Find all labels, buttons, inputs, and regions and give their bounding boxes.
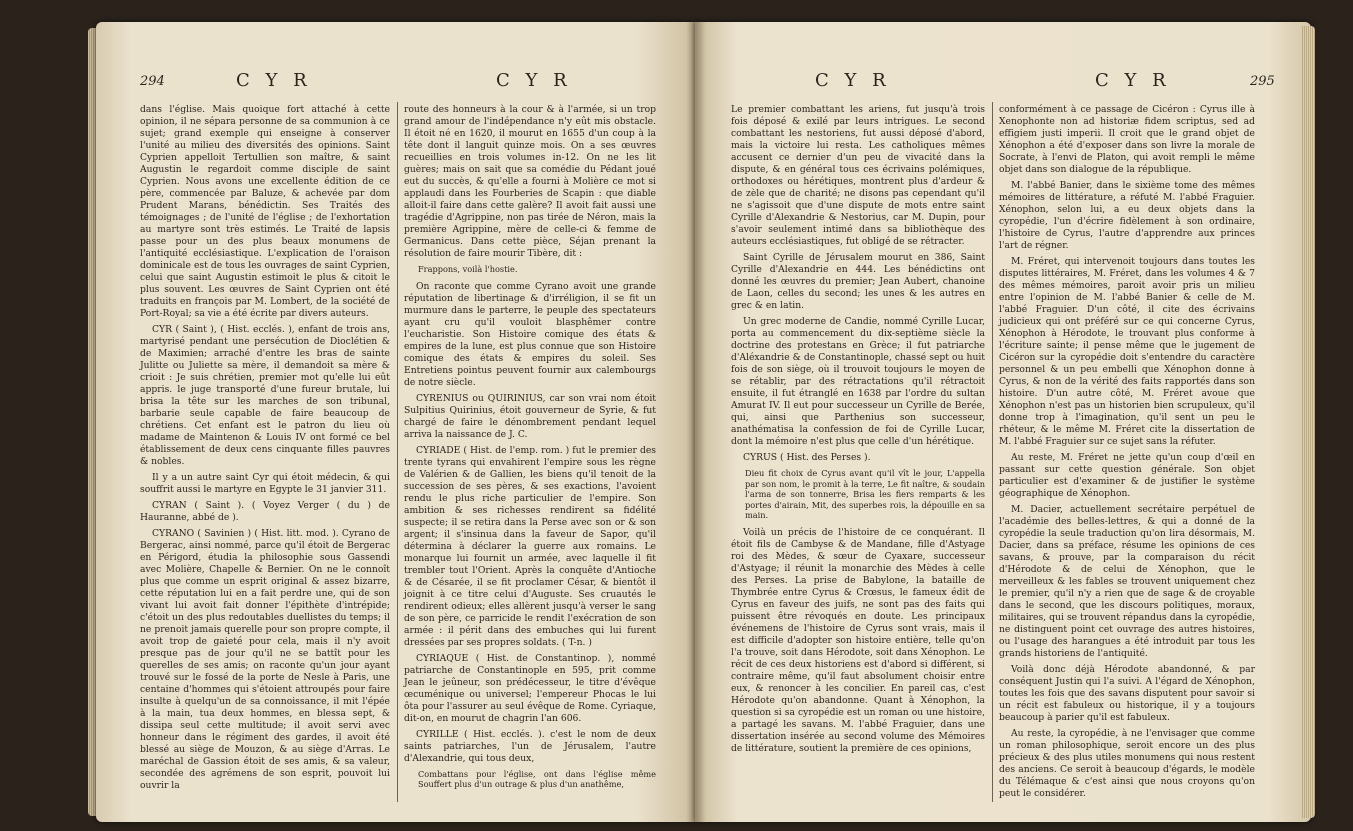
paragraph: CYRILLE ( Hist. ecclés. ). c'est le nom de deux saints patriarches, l'un de Jérusalem, l'autre d'Alexandrie, qui tous deux, <box>404 728 656 764</box>
running-header-left-a: C Y R <box>236 70 312 91</box>
paragraph: dans l'église. Mais quoique fort attaché à cette opinion, il ne sépara personne de sa communion à ce sujet; grand exemple qui enseigne à conserver l'unité au milieu des diversités des opinions. Saint Cyprien appelloit Tertullien son maître, & saint Augustin le regardoit comme disciple de saint Cyprien. Nous avons une excellente édition de ce père, commencée par Baluze, & achevée par dom Prudent Marans, bénédictin. Ses Traités des témoignages ; de l'unité de l'église ; de l'exhortation au martyre sont très estimés. Le Traité de lapsis passe pour un des plus beaux monumens de l'antiquité ecclésiastique. L'explication de l'oraison dominicale est de tous les ouvrages de saint Cyprien, celui que saint Augustin estimoit le plus & citoit le plus souvent. Les œuvres de Saint Cyprien ont été traduits en françois par M. Lombert, de la société de Port-Royal; sa vie a été écrite par divers auteurs. <box>140 104 390 319</box>
paragraph: Au reste, la cyropédie, à ne l'envisager que comme un roman philosophique, seroit encore un des plus précieux & des plus utiles monumens qui nous restent des anciens. Ce seroit à beaucoup d'égards, le modèle du Télémaque & c'est ainsi que nous croyons qu'on peut le considérer. <box>999 728 1255 799</box>
paragraph: Voilà donc déjà Hérodote abandonné, & par conséquent Justin qui l'a suivi. A l'égard de Xénophon, toutes les fois que des savans disputent pour savoir si un récit est fabuleux ou historique, il y a toujours beaucoup à parier qu'il est fabuleux. <box>999 664 1255 723</box>
left-page-column-2 <box>404 100 656 796</box>
book-fore-edge-right <box>1301 26 1315 818</box>
right-page-column-1 <box>731 100 985 759</box>
paragraph: On raconte que comme Cyrano avoit une grande réputation de libertinage & d'irréligion, il se fit un murmure dans le parterre, le peuple des spectateurs ayant cru qu'il vouloit blasphêmer contre l'eucharistie. Son Histoire comique des états & empires de la lune, est plus connue que son Histoire comique des états & empires du soleil. Ses Entretiens pointus peuvent fournir aux calembourgs de notre siècle. <box>404 280 656 388</box>
paragraph: M. Fréret, qui intervenoit toujours dans toutes les disputes littéraires, M. Fréret, dans les volumes 4 & 7 des mêmes mémoires, paroit avoir pris un milieu entre l'opinion de M. l'abbé Banier & celle de M. l'abbé Fraguier. D'un côté, il cite des écrivains judicieux qui ont préféré sur ce qui concerne Cyrus, Xénophon à Hérodote, le trouvant plus conforme à l'écriture sainte; il pense même que le jugement de Cicéron sur la cyropédie doit s'entendre du caractère personnel & un peu embelli que Xénophon donne à Cyrus, & non de la vérité des faits rapportés dans son histoire. D'un autre côté, M. Fréret avoue que Xénophon n'est pas un historien bien scrupuleux, qu'il donne trop à l'imagination, qu'il sent un peu le rhéteur, & le même M. Fréret cite la dissertation de M. l'abbé Fraguier sur ce sujet sans la réfuter. <box>999 256 1255 447</box>
paragraph: Il y a un autre saint Cyr qui étoit médecin, & qui souffrit aussi le martyre en Egypte le 31 janvier 311. <box>140 472 390 495</box>
verse-line: Combattans pour l'église, ont dans l'église même Souffert plus d'un outrage & plus d'un anathême, <box>418 768 656 789</box>
open-book <box>96 22 1311 822</box>
verse-line: Frappons, voilà l'hostie. <box>418 264 518 274</box>
paragraph: Voilà un précis de l'histoire de ce conquérant. Il étoit fils de Cambyse & de Mandane, fille d'Astyage roi des Mèdes, & sœur de Cyaxare, successeur d'Astyage; il réunit la monarchie des Mèdes à celle des Perses. La prise de Babylone, la bataille de Thymbrée entre Cyrus & Crœsus, le fameux édit de Cyrus en faveur des juifs, ne sont pas des faits qui puissent être révoqués en doute. Les principaux événemens de l'histoire de Cyrus sont vrais, mais il est difficile d'adopter son histoire entière, telle qu'on l'a trouve, soit dans Hérodote, soit dans Xénophon. Le récit de ces deux historiens est d'abord si différent, si contraire même, qu'il faut absolument choisir entre eux, & renoncer à les concilier. En pareil cas, c'est Hérodote qu'on abandonne. Quant à Xénophon, la question si sa cyropédie est un roman ou une histoire, a partagé les savans. M. l'abbé Fraguier, dans une dissertation insérée au second volume des Mémoires de littérature, soutient la première de ces opinions, <box>731 526 985 754</box>
verse-block: Dieu fit choix de Cyrus avant qu'il vît le jour, L'appella par son nom, le promit à la terre, Le fit naître, & soudain l'arma de son tonnerre, Brisa les fiers remparts & les portes d'airain, Mit, des superbes rois, la dépouille en sa main. <box>745 468 985 520</box>
running-header-right-b: C Y R <box>1095 70 1171 91</box>
left-page-column-1 <box>140 100 390 796</box>
paragraph: Au reste, M. Fréret ne jette qu'un coup d'œil en passant sur cette question générale. Son objet particulier est d'examiner & de justifier le système géographique de Xénophon. <box>999 452 1255 499</box>
column-divider <box>397 102 398 802</box>
paragraph: M. l'abbé Banier, dans le sixième tome des mêmes mémoires de littérature, a réfuté M. l'abbé Fraguier. Xénophon, selon lui, a eu deux objets dans la cyropédie, l'un d'écrire fidèlement à son ordinaire, l'histoire de Cyrus, l'autre d'apprendre aux princes l'art de régner. <box>999 180 1255 251</box>
paragraph: CYRIAQUE ( Hist. de Constantinop. ), nommé patriarche de Constantinople en 595, prit comme Jean le jeûneur, son prédécesseur, le titre d'évêque œcuménique ou universel; l'empereur Phocas le lui ôta pour l'assurer au seul évêque de Rome. Cyriaque, dit-on, en mourut de chagrin l'an 606. <box>404 652 656 724</box>
paragraph: CYR ( Saint ), ( Hist. ecclés. ), enfant de trois ans, martyrisé pendant une persécution de Dioclétien & de Maximien; arraché d'entre les bras de sainte Julitte ou Juliette sa mère, il demandoit sa mère & crioit : Je suis chrétien, premier mot qu'elle lui eût appris. le juge transporté d'une fureur brutale, lui brisa la tête sur les marches de son tribunal, barbarie seule capable de faire beaucoup de chrétiens. Cet enfant est le patron du lieu où madame de Maintenon & Louis IV ont formé ce bel établissement de deux cens cinquante filles pauvres & nobles. <box>140 324 390 467</box>
right-page <box>695 22 1311 822</box>
running-header-left-b: C Y R <box>496 70 572 91</box>
paragraph: conformément à ce passage de Cicéron : Cyrus ille à Xenophonte non ad historiæ fidem scriptus, sed ad effigiem justi imperii. Il croit que le grand objet de Xénophon a été d'exposer dans son livre la morale de Socrate, à l'envi de Platon, qui avoit rempli le même objet dans son dialogue de la république. <box>999 104 1255 175</box>
column-divider <box>992 102 993 802</box>
paragraph: Saint Cyrille de Jérusalem mourut en 386, Saint Cyrille d'Alexandrie en 444. Les bénédictins ont donné les œuvres du premier; Jean Aubert, chanoine de Laon, celles du second; les unes & les autres en grec & en latin. <box>731 252 985 311</box>
paragraph: CYRAN ( Saint ). ( Voyez Verger ( du ) de Hauranne, abbé de ). <box>140 500 390 523</box>
right-page-column-2 <box>999 100 1255 804</box>
left-page <box>96 22 695 822</box>
paragraph: route des honneurs à la cour & à l'armée, si un trop grand amour de l'indépendance n'y eût mis obstacle. Il étoit né en 1620, il mourut en 1655 d'un coup à la tête dont il languit quinze mois. On a ses œuvres recueillies en trois volumes in-12. On ne les lit guères; mais on sait que sa comédie du Pédant joué eut du succès, & qu'elle a fourni à Molière ce mot si applaudi dans les Fourberies de Scapin : que diable alloit-il faire dans cette galère? Il avoit fait aussi une tragédie d'Agrippine, non pas tirée de Néron, mais la première Agrippine, mère de celle-ci & femme de Germanicus. Dans cette pièce, Séjan prenant la résolution de faire mourir Tibère, dit : <box>404 104 656 259</box>
paragraph: CYRENIUS ou QUIRINIUS, car son vrai nom étoit Sulpitius Quirinius, étoit gouverneur de Syrie, & fut chargé de faire le dénombrement pendant lequel arriva la naissance de J. C. <box>404 392 656 440</box>
page-number-right: 295 <box>1250 74 1275 89</box>
running-header-right-a: C Y R <box>815 70 891 91</box>
paragraph: CYRUS ( Hist. des Perses ). <box>743 452 871 463</box>
paragraph: M. Dacier, actuellement secrétaire perpétuel de l'académie des belles-lettres, & qui a donné de la cyropédie la seule traduction qu'on lira désormais, M. Dacier, dans sa préface, résume les opinions de ces savans, & prouve, par la comparaison du récit d'Hérodote & de celui de Xénophon, que le merveilleux & les fables se trouvent uniquement chez le premier, qu'il n'y a rien que de sage & de croyable dans le second, que les discours politiques, moraux, militaires, qui se trouvent répandus dans la cyropédie, ne distinguent point cet ouvrage des autres histoires, ou l'usage des harangues a été introduit par tous les grands historiens de l'antiquité. <box>999 504 1255 659</box>
paragraph: CYRANO ( Savinien ) ( Hist. litt. mod. ). Cyrano de Bergerac, ainsi nommé, parce qu'il étoit de Bergerac en Périgord, étudia la philosophie sous Gassendi avec Molière, Chapelle & Bernier. On ne le connoît plus que comme un esprit original & assez bizarre, cette réputation lui en a fait perdre une, qui de son vivant lui avoit fait donner l'épithète d'intrépide; c'étoit un des plus redoutables duellistes du temps; il ne prenoit jamais querelle pour son propre compte, il avoit trop de gaieté pour cela, mais il n'y avoit presque pas de jour qu'il ne se battît pour les querelles de ses amis; on raconte qu'un jour ayant trouvé sur le fossé de la porte de Nesle à Paris, une centaine d'hommes qui s'étoient attroupés pour faire insulte à quelqu'un de sa connoissance, il mit l'épée à la main, tua deux hommes, en blessa sept, & dissipa seul cette multitude; il avoit servi avec honneur dans le régiment des gardes, il avoit été blessé au siège de Mouzon, & au siège d'Arras. Le maréchal de Gassion étoit de ses amis, & sa valeur, secondée des agrémens de son esprit, pouvoit lui ouvrir la <box>140 528 390 791</box>
page-number-left: 294 <box>140 74 165 89</box>
book-gutter <box>686 22 706 822</box>
paragraph: Un grec moderne de Candie, nommé Cyrille Lucar, porta au commencement du dix-septième siècle la doctrine des protestans en Grèce; il fut patriarche d'Aléxandrie & de Constantinople, chassé sept ou huit fois de son siège, où il trouvoit toujours le moyen de se rétablir, par des rétractations qu'il rétractoit ensuite, il fut étranglé en 1638 par l'ordre du sultan Amurat IV. Il eut pour successeur un Cyrille de Berée, qui, ainsi que Parthenius son successeur, anathématisa la confession de foi de Cyrille Lucar, dont la mémoire n'est plus que celle d'un hérétique. <box>731 316 985 447</box>
paragraph: Le premier combattant les ariens, fut jusqu'à trois fois déposé & exilé par leurs intrigues. Le second combattant les nestoriens, fut aussi déposé d'abord, mais la victoire lui resta. Les catholiques mêmes accusent ce dernier d'un peu de vivacité dans la dispute, & en général tous ces écrivains polémiques, orthodoxes ou hérétiques, montrent plus d'ardeur & de zèle que de charité; ne disons pas cependant qu'il ne s'agissoit que d'une dispute de mots entre saint Cyrille d'Alexandrie & Nestorius, car M. Dupin, pour s'avoir seulement intimé dans sa bibliothèque des auteurs ecclésiastiques, fut obligé de se rétracter. <box>731 104 985 247</box>
paragraph: CYRIADE ( Hist. de l'emp. rom. ) fut le premier des trente tyrans qui envahirent l'empire sous les règne de Valérien & de Gallien, les biens qu'il tenoit de la succession de ses pères, & ses exactions, l'avoient rendu le plus riche particulier de l'empire. Son ambition & ses richesses rendirent sa fidélité suspecte; il se retira dans la Perse avec son or & son argent; il s'insinua dans la faveur de Sapor, qu'il détermina à déclarer la guerre aux romains. Le monarque lui fournit un armée, avec laquelle il fit trembler tout l'Orient. Après la conquête d'Antioche & de Césarée, il se fit proclamer César, & bientôt il joignit à ce titre celui d'Auguste. Ses cruautés le rendirent odieux; elles allèrent jusqu'à verser le sang de son père, ce parricide le rendit l'exécration de son armée : il périt dans des embuches qui lui furent dressées par ses propres soldats. ( T-n. ) <box>404 444 656 648</box>
